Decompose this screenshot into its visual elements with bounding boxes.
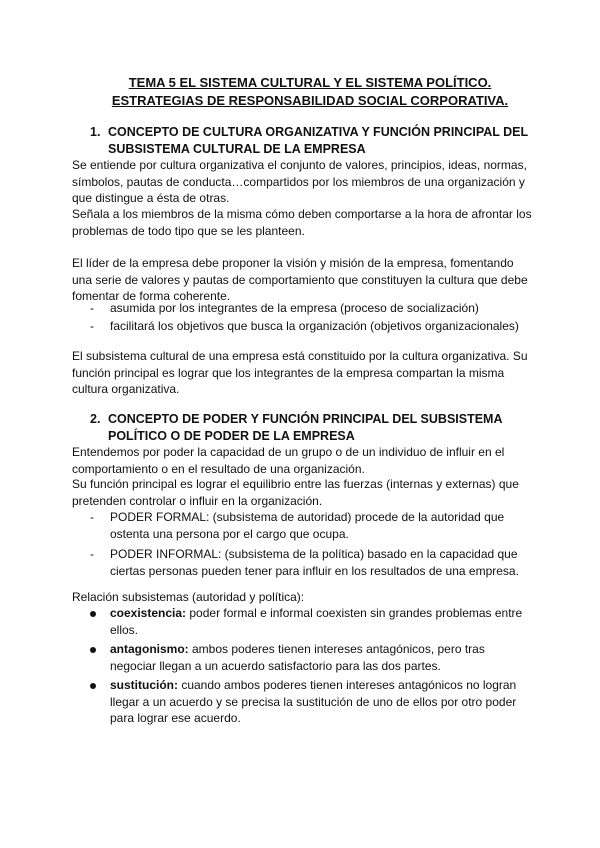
bullet-text: cuando ambos poderes tienen intereses antagónicos no logran llegar a un acuerdo y se precisa la sustitución de uno de ellos por otro poder para lograr ese acuerdo. [110, 678, 517, 725]
list-item [72, 509, 534, 542]
document-title-line-1: TEMA 5 EL SISTEMA CULTURAL Y EL SISTEMA POLÍTICO. [128, 75, 492, 90]
bullet-text: ambos poderes tienen intereses antagónicos, pero tras negociar llegan a un acuerdo satisfactorio para las dos partes. [110, 642, 485, 673]
section-1-dash-list [72, 300, 534, 334]
bullet-term: antagonismo: [110, 642, 189, 656]
dash-marker: - [90, 301, 94, 315]
bullet-term: sustitución: [110, 678, 178, 692]
list-item-text: facilitará los objetivos que busca la organización (objetivos organizacionales) [110, 318, 519, 333]
list-item [72, 546, 534, 579]
relation-label: Relación subsistemas (autoridad y política): [72, 590, 305, 604]
list-item [72, 677, 534, 727]
dash-marker: - [90, 318, 94, 333]
list-item [72, 641, 534, 674]
list-item [72, 300, 534, 317]
bullet-dot-icon [90, 611, 96, 617]
section-1-heading [90, 124, 550, 158]
list-item [72, 605, 534, 638]
section-1-number: 1. [90, 125, 101, 139]
section-1-paragraph-2: Señala a los miembros de la misma cómo deben comportarse a la hora de afrontar los problemas de todo tipo que se les planteen. [72, 207, 532, 238]
list-item-text: PODER INFORMAL: (subsistema de la política) basado en la capacidad que ciertas personas pueden tener para influir en los resultados de una empresa. [110, 547, 519, 578]
relation-bullet-list [72, 605, 534, 727]
list-item-text: asumida por los integrantes de la empresa (proceso de socialización) [110, 301, 479, 315]
section-2-heading-text: CONCEPTO DE PODER Y FUNCIÓN PRINCIPAL DEL SUBSISTEMA POLÍTICO O DE PODER DE LA EMPRESA [108, 412, 503, 443]
list-item [72, 318, 534, 335]
bullet-term: coexistencia: [110, 606, 187, 620]
list-item-text: PODER FORMAL: (subsistema de autoridad) procede de la autoridad que ostenta una persona por el cargo que ocupa. [110, 510, 505, 541]
bullet-dot-icon [90, 683, 96, 689]
section-2-heading [90, 411, 550, 445]
bullet-dot-icon [90, 647, 96, 653]
dash-marker: - [90, 547, 94, 561]
section-1-paragraph-4: El subsistema cultural de una empresa está constituido por la cultura organizativa. Su función principal es lograr que los integrantes de la empresa compartan la misma cultura organizativa. [72, 349, 528, 396]
document-title-line-2: ESTRATEGIAS DE RESPONSABILIDAD SOCIAL CORPORATIVA. [111, 93, 509, 108]
section-1-paragraph-1: Se entiende por cultura organizativa el conjunto de valores, principios, ideas, normas, símbolos, pautas de conducta…compartidos por los miembros de una organización y que distingue a ésta de otras. [72, 158, 527, 205]
section-2-number: 2. [90, 412, 101, 426]
section-2-paragraph-2: Su función principal es lograr el equilibrio entre las fuerzas (internas y externas) que pretenden controlar o influir en la organización. [72, 477, 519, 508]
bullet-text: poder formal e informal coexisten sin grandes problemas entre ellos. [110, 606, 523, 637]
dash-marker: - [90, 510, 94, 524]
section-2-dash-list [72, 509, 534, 579]
section-1-heading-text: CONCEPTO DE CULTURA ORGANIZATIVA Y FUNCIÓN PRINCIPAL DEL SUBSISTEMA CULTURAL DE LA EMPRESA [108, 125, 528, 156]
section-2-paragraph-1: Entendemos por poder la capacidad de un grupo o de un individuo de influir en el comportamiento o en el resultado de una organización. [72, 445, 505, 476]
section-1-paragraph-3: El líder de la empresa debe proponer la visión y misión de la empresa, fomentando una serie de valores y pautas de comportamiento que constituyen la cultura que debe fomentar de forma coherente. [72, 256, 528, 303]
